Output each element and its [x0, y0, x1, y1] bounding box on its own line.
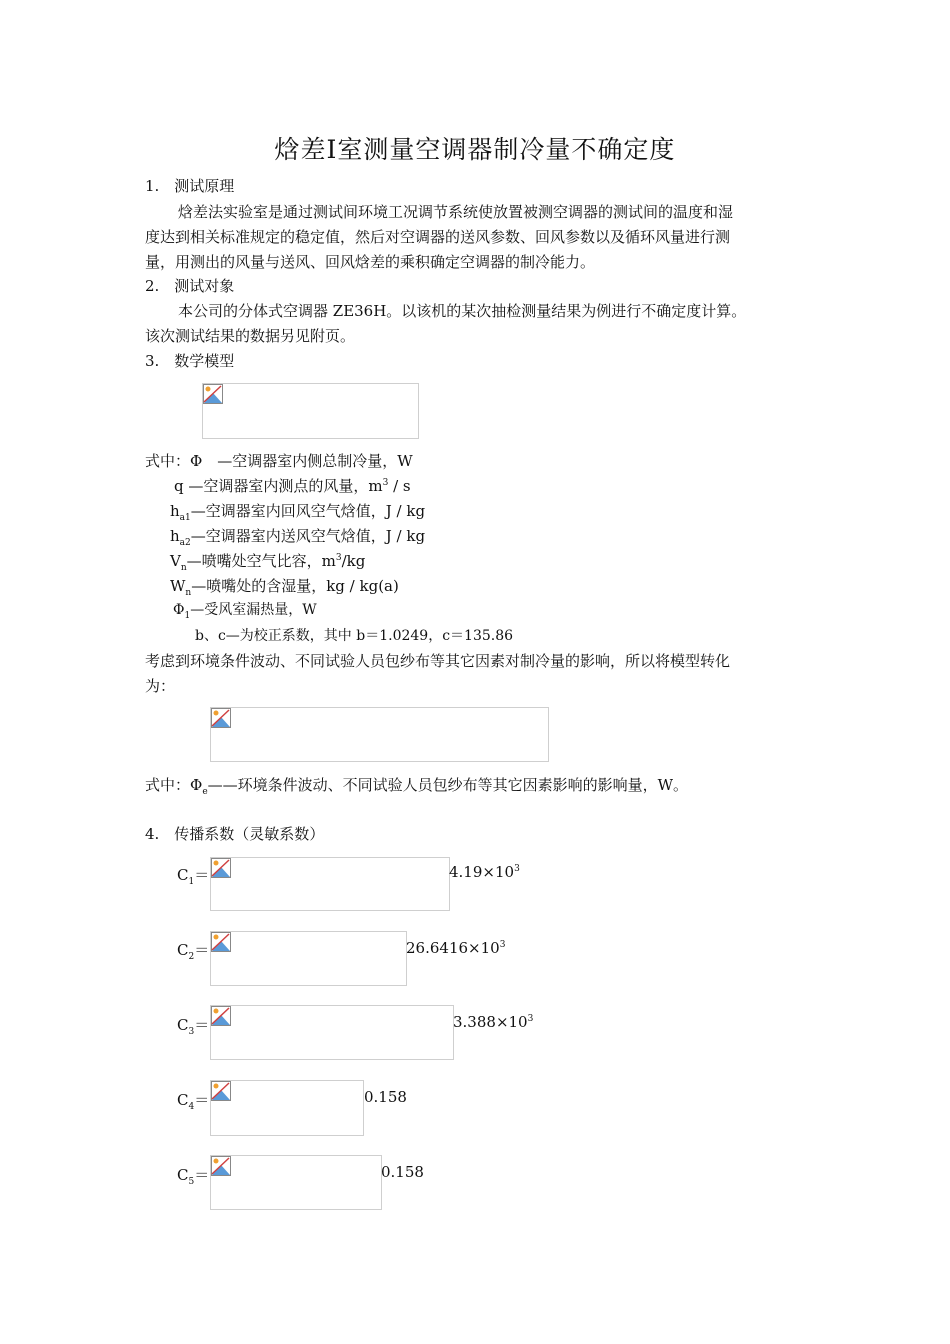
- wn-text: —喷嘴处的含湿量，kg / kg(a): [191, 577, 399, 595]
- c4-eq: ＝: [194, 1091, 210, 1109]
- q-sup: 3: [382, 478, 389, 488]
- q-text: q —空调器室内测点的风量，m: [174, 477, 383, 495]
- c4-letter: C: [177, 1091, 189, 1109]
- c2-value-text: 26.6416×10: [406, 939, 500, 957]
- formula-image-2: [210, 707, 549, 762]
- section2-paragraph-line2: 该次测试结果的数据另见附页。: [145, 327, 356, 345]
- section2-heading: 2. 测试对象: [145, 277, 235, 295]
- where-phi1-line: [173, 600, 317, 620]
- vn-sup: 3: [335, 553, 342, 563]
- coefficient-c5-label: [177, 1164, 209, 1185]
- page-title: 焓差Ⅰ室测量空调器制冷量不确定度: [274, 135, 676, 164]
- section4-heading: 4. 传播系数（灵敏系数）: [145, 825, 325, 843]
- vn-base: V: [170, 552, 181, 570]
- coefficient-c3-formula-image: [210, 1005, 454, 1060]
- broken-image-icon: [211, 708, 231, 728]
- model-transform-line2: 为：: [145, 677, 176, 695]
- c2-eq: ＝: [194, 941, 210, 959]
- broken-image-icon: [211, 858, 231, 878]
- coefficient-c3-value: [453, 1013, 533, 1031]
- section1-paragraph-line1: 焓差法实验室是通过测试间环境工况调节系统使放置被测空调器的测试间的温度和湿: [178, 203, 734, 221]
- where-vn-line: [170, 551, 365, 571]
- coefficient-c4-value: [364, 1088, 407, 1106]
- phie-sub: e: [202, 787, 208, 797]
- model-transform-line1: 考虑到环境条件波动、不同试验人员包纱布等其它因素对制冷量的影响，所以将模型转化: [145, 652, 731, 670]
- phi1-base: Φ: [173, 602, 185, 618]
- ha2-text: —空调器室内送风空气焓值，J / kg: [190, 527, 426, 545]
- coefficient-c4-label: [177, 1089, 209, 1110]
- c5-letter: C: [177, 1166, 189, 1184]
- phie-prefix: 式中：Φ: [145, 776, 203, 794]
- formula-image-1: [202, 383, 419, 439]
- coefficient-c5-value: [381, 1163, 424, 1181]
- coefficient-c2-label: [177, 939, 209, 960]
- where-phie-line: [145, 775, 688, 795]
- ha2-sub: a2: [179, 538, 191, 548]
- q-unit: / s: [388, 477, 411, 495]
- correction-coefficient-line: b、c—为校正系数，其中 b＝1.0249，c＝135.86: [195, 628, 514, 644]
- section1-paragraph-line3: 量，用测出的风量与送风、回风焓差的乘积确定空调器的制冷能力。: [145, 253, 596, 271]
- coefficient-c3-label: [177, 1014, 209, 1035]
- where-q-line: [174, 476, 411, 496]
- phi1-sub: 1: [184, 610, 191, 621]
- ha2-base: h: [170, 527, 180, 545]
- phi1-text: —受风室漏热量，W: [190, 602, 317, 618]
- coefficient-c1-formula-image: [210, 857, 450, 911]
- section3-heading: 3. 数学模型: [145, 352, 235, 370]
- c1-value-text: 4.19×10: [449, 863, 515, 881]
- coefficient-c1-value: [449, 863, 520, 881]
- c5-sub: 5: [188, 1177, 195, 1187]
- section1-heading: 1. 测试原理: [145, 177, 235, 195]
- c1-value-sup: 3: [514, 864, 520, 874]
- c3-value-sup: 3: [527, 1014, 534, 1024]
- section2-paragraph-line1: 本公司的分体式空调器 ZE36H。以该机的某次抽检测量结果为例进行不确定度计算。: [178, 302, 747, 320]
- c5-value-text: 0.158: [381, 1163, 424, 1181]
- phie-text: ——环境条件波动、不同试验人员包纱布等其它因素影响的影响量，W。: [207, 776, 689, 794]
- coefficient-c5-formula-image: [210, 1155, 382, 1210]
- vn-sub: n: [180, 563, 187, 573]
- vn-unit: /kg: [341, 552, 366, 570]
- broken-image-icon: [211, 932, 231, 952]
- vn-text: —喷嘴处空气比容，m: [186, 552, 336, 570]
- c3-letter: C: [177, 1016, 189, 1034]
- c3-sub: 3: [188, 1027, 195, 1037]
- broken-image-icon: [211, 1006, 231, 1026]
- coefficient-c1-label: [177, 864, 209, 885]
- where-ha1-line: [170, 501, 425, 521]
- section1-paragraph-line2: 度达到相关标准规定的稳定值，然后对空调器的送风参数、回风参数以及循环风量进行测: [145, 228, 731, 246]
- c1-sub: 1: [188, 877, 195, 887]
- c5-eq: ＝: [194, 1166, 210, 1184]
- c3-value-text: 3.388×10: [453, 1013, 528, 1031]
- broken-image-icon: [211, 1156, 231, 1176]
- c3-eq: ＝: [194, 1016, 210, 1034]
- wn-sub: n: [185, 588, 192, 598]
- coefficient-c2-formula-image: [210, 931, 407, 986]
- wn-base: W: [170, 577, 186, 595]
- coefficient-c2-value: [406, 939, 505, 957]
- c2-value-sup: 3: [499, 940, 506, 950]
- ha1-sub: a1: [179, 513, 191, 523]
- ha1-base: h: [170, 502, 180, 520]
- where-ha2-line: [170, 526, 425, 546]
- ha1-text: —空调器室内回风空气焓值，J / kg: [190, 502, 426, 520]
- c4-sub: 4: [188, 1102, 195, 1112]
- broken-image-icon: [203, 384, 223, 404]
- c2-sub: 2: [188, 952, 195, 962]
- c4-value-text: 0.158: [364, 1088, 407, 1106]
- coefficient-c4-formula-image: [210, 1080, 364, 1136]
- c1-letter: C: [177, 866, 189, 884]
- c2-letter: C: [177, 941, 189, 959]
- broken-image-icon: [211, 1081, 231, 1101]
- where-wn-line: [170, 576, 399, 596]
- c1-eq: ＝: [194, 866, 210, 884]
- where-phi-line: 式中：Φ —空调器室内侧总制冷量，W: [145, 452, 413, 470]
